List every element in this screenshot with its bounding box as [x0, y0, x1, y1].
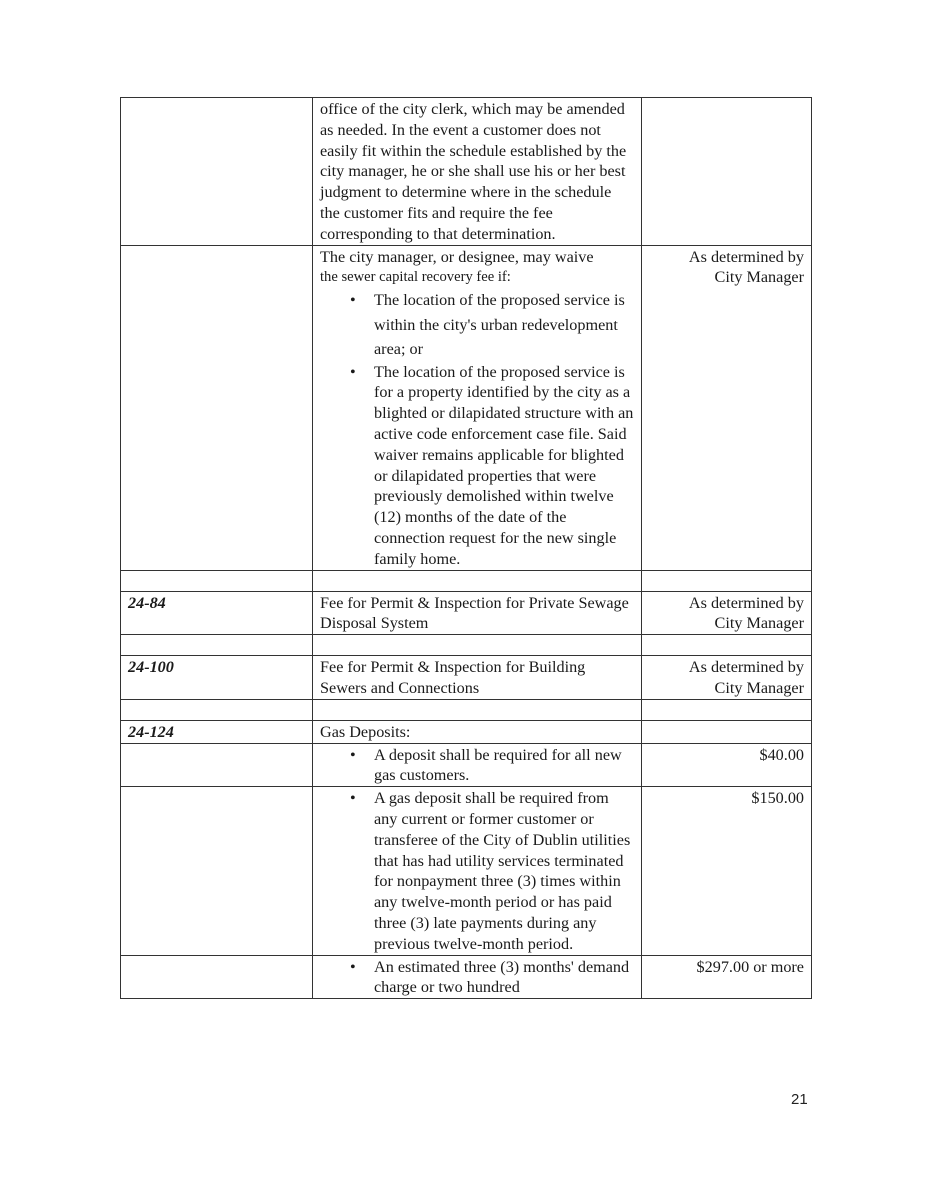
description-cell: office of the city clerk, which may be amended as needed. In the event a customer does not easily fit within the schedule established by the city manager, he or she shall use his or her best judgment to determine where in the schedule the customer fits and require the fee corresponding to that determination.: [313, 98, 642, 246]
list-item: • The location of the proposed service is within the city's urban redevelopment area; or: [374, 288, 634, 362]
amount-cell: $150.00: [642, 787, 812, 955]
deposit-list: [320, 788, 634, 954]
code-cell: [121, 245, 313, 570]
spacer-row: [121, 570, 812, 591]
amount-cell: $40.00: [642, 743, 812, 787]
page-number: 21: [791, 1091, 808, 1108]
code-cell: 24-124: [121, 720, 313, 743]
spacer-row: [121, 635, 812, 656]
list-item: • A deposit shall be required for all new gas customers.: [374, 745, 634, 787]
amount-cell: [642, 656, 812, 700]
amount-line: As determined by: [688, 593, 804, 612]
description-cell: [313, 743, 642, 787]
table-row: [121, 656, 812, 700]
description-cell: Fee for Permit & Inspection for Building Sewers and Connections: [313, 656, 642, 700]
amount-line: As determined by: [688, 658, 804, 677]
amount-line: As determined by: [688, 247, 804, 266]
waiver-conditions-list: [320, 288, 634, 569]
list-item: • An estimated three (3) months' demand charge or two hundred: [374, 957, 634, 999]
code-cell: [121, 787, 313, 955]
deposit-list: [320, 957, 634, 999]
table-row: [121, 245, 812, 570]
code-cell: [121, 98, 313, 246]
list-item: • A gas deposit shall be required from any current or former customer or transferee of the City of Dublin utilities that has had utility services terminated for nonpayment three (3) times within any twelve-month period or has paid three (3) late payments during any previous twelve-month period.: [374, 788, 634, 954]
amount-line: City Manager: [714, 614, 804, 633]
table-row: [121, 743, 812, 787]
code-cell: [121, 955, 313, 999]
amount-line: City Manager: [714, 679, 804, 698]
amount-cell: [642, 98, 812, 246]
description-cell: [313, 787, 642, 955]
code-cell: [121, 743, 313, 787]
description-cell: Fee for Permit & Inspection for Private Sewage Disposal System: [313, 591, 642, 635]
table-row: [121, 720, 812, 743]
description-intro: the sewer capital recovery fee if:: [320, 269, 511, 286]
table-row: [121, 98, 812, 246]
description-intro: The city manager, or designee, may waive: [320, 247, 594, 266]
spacer-row: [121, 699, 812, 720]
fee-schedule-table: [120, 97, 812, 999]
amount-cell: [642, 591, 812, 635]
code-cell: 24-100: [121, 656, 313, 700]
description-cell: [313, 245, 642, 570]
description-cell: Gas Deposits:: [313, 720, 642, 743]
code-cell: 24-84: [121, 591, 313, 635]
table-row: [121, 787, 812, 955]
table-row: [121, 955, 812, 999]
description-cell: [313, 955, 642, 999]
amount-cell: [642, 720, 812, 743]
amount-line: City Manager: [714, 268, 804, 287]
amount-cell: $297.00 or more: [642, 955, 812, 999]
table-row: [121, 591, 812, 635]
list-item: • The location of the proposed service is for a property identified by the city as a blighted or dilapidated structure with an active code enforcement case file. Said waiver remains applicable for blighted or dilapidated properties that were previously demolished within twelve (12) months of the date of the connection request for the new single family home.: [374, 362, 634, 570]
deposit-list: [320, 745, 634, 787]
amount-cell: [642, 245, 812, 570]
